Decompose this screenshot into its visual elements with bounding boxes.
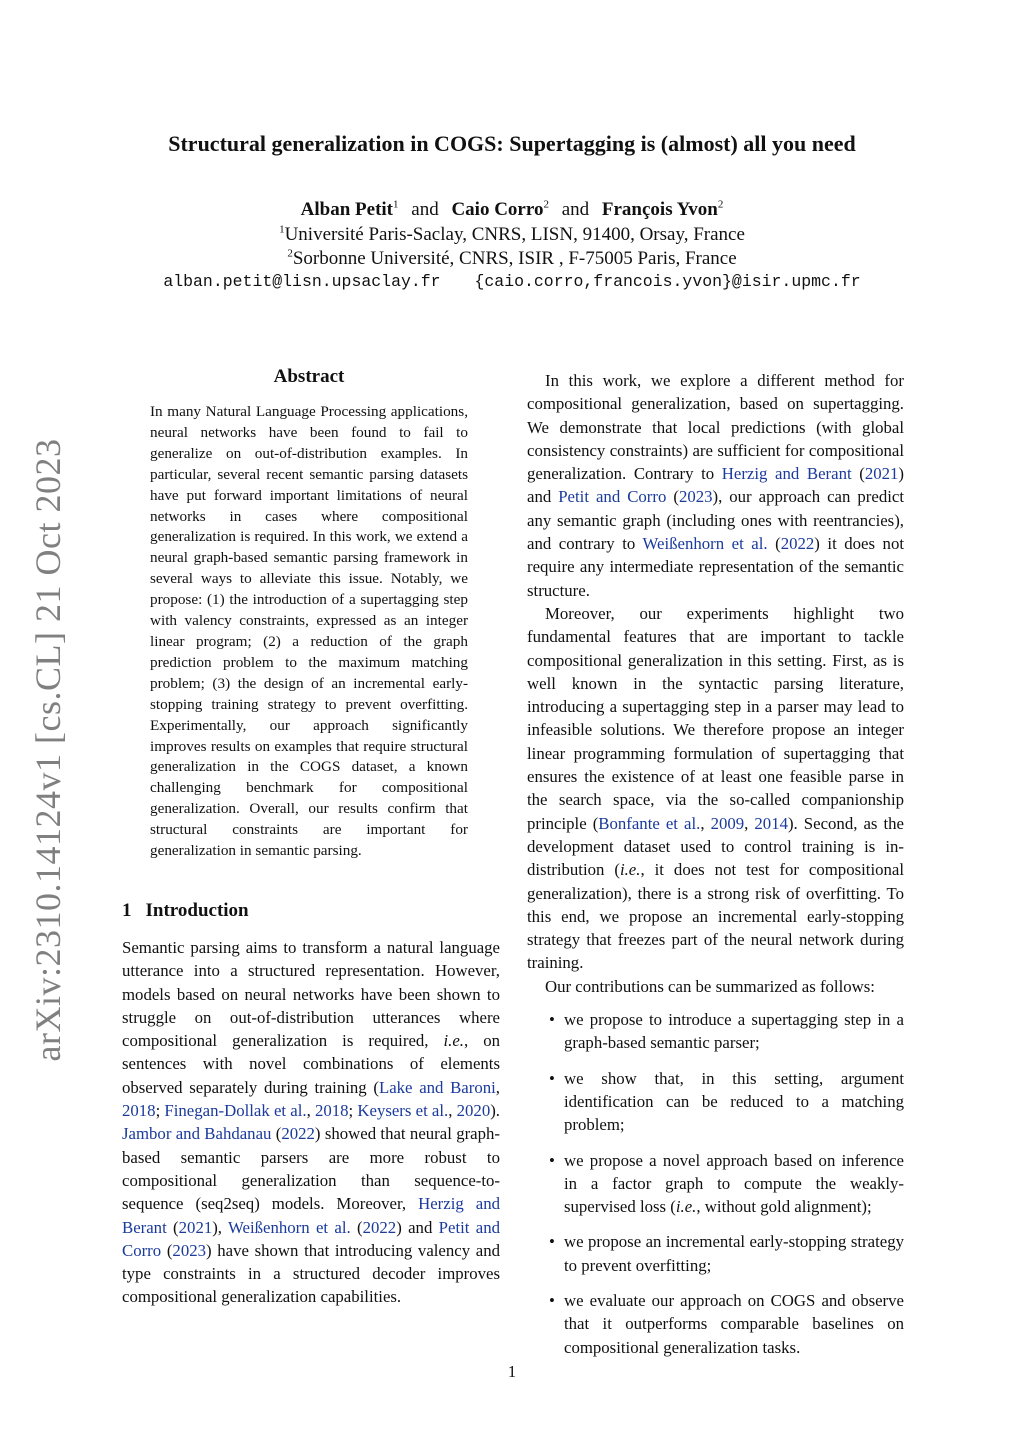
bullet-icon: • (549, 1010, 555, 1030)
citation-link[interactable]: Bonfante et al. (598, 813, 701, 833)
citation-link[interactable]: Herzig and Berant (721, 464, 852, 484)
and-word: and (411, 199, 439, 220)
author-line (0, 199, 1024, 221)
section-title: Introduction (145, 900, 249, 921)
citation-link[interactable]: Lake and Baroni (378, 1077, 496, 1097)
bullet-icon: • (549, 1290, 555, 1310)
citation-link[interactable]: Herzig and Berant (122, 1194, 500, 1237)
citation-link[interactable]: Petit and Corro (122, 1217, 500, 1260)
citation-link[interactable]: Keysers et al. (357, 1101, 449, 1121)
citation-link[interactable]: 2018 (122, 1101, 156, 1121)
section-heading (122, 900, 249, 922)
citation-link[interactable]: Petit and Corro (558, 487, 667, 507)
citation-link[interactable]: 2009 (710, 813, 745, 833)
citation-link[interactable]: 2018 (314, 1101, 349, 1121)
author-affil-mark: 1 (393, 198, 399, 211)
email-line (0, 272, 1024, 291)
affiliation-1: $^1$Université Paris-Saclay, CNRS, LISN, 91400, Orsay, France (279, 223, 745, 245)
citation-link[interactable]: 2023 (678, 487, 713, 507)
email-address[interactable]: alban.petit@lisn.upsaclay.fr (163, 272, 441, 291)
citation-link[interactable]: 2022 (362, 1217, 397, 1237)
email-address[interactable]: {caio.corro,francois.yvon}@isir.upmc.fr (474, 272, 861, 291)
contributions-intro: Our contributions can be summarized as follows: (545, 976, 875, 996)
citation-link[interactable]: 2021 (178, 1217, 213, 1237)
section-number: 1 (122, 900, 132, 921)
citation-link[interactable]: 2022 (780, 534, 815, 554)
paragraph: Moreover, our experiments highlight two fundamental features that are important to tackle compositional generalization in this setting. First, as is well known in the syntactic parsing literature, introducing a supertagging step in a parser may lead to infeasible solutions. We therefore propose an integer linear programming formulation of supertagging that ensures the existence of at least one feasible parse in the search space, via the so-called companionship principle (Bonfante et al., 2009, 2014). Second, as the development dataset used to control training is in-distribution (i.e., it does not test for compositional generalization), there is a strong risk of overfitting. To this end, we propose an incremental early-stopping strategy that freezes part of the neural network during training. (527, 603, 904, 973)
paragraph: In this work, we explore a different method for compositional generalization, based on supertagging. We demonstrate that local predictions (with global consistency constraints) are sufficient for compositional generalization. Contrary to Herzig and Berant (2021) and Petit and Corro (2023), our approach can predict any semantic graph (including ones with reentrancies), and contrary to Weißenhorn et al. (2022) it does not require any intermediate representation of the semantic structure. (527, 371, 904, 600)
list-item: • we propose an incremental early-stopping strategy to prevent overfitting; (549, 1232, 904, 1275)
author-name: Alban Petit (300, 199, 394, 220)
citation-link[interactable]: Weißenhorn et al. (642, 534, 768, 554)
bullet-icon: • (549, 1150, 555, 1170)
arxiv-stamp: arXiv:2310.14124v1 [cs.CL] 21 Oct 2023 (28, 438, 68, 1062)
contributions-list (527, 1008, 904, 1359)
right-column (527, 369, 904, 1371)
and-word: and (561, 199, 590, 220)
abstract-heading: Abstract (273, 366, 345, 387)
list-item: • we propose to introduce a supertagging step in a graph-based semantic parser; (549, 1010, 904, 1053)
author-name: Caio Corro (451, 199, 544, 220)
citation-link[interactable]: 2014 (754, 813, 788, 833)
citation-link[interactable]: Weißenhorn et al. (228, 1217, 351, 1237)
author-name: François Yvon (601, 199, 718, 220)
citation-link[interactable]: 2020 (456, 1101, 491, 1121)
bullet-icon: • (549, 1068, 555, 1088)
list-item: • we show that, in this setting, argument identification can be reduced to a matching problem; (549, 1068, 904, 1135)
author-affil-mark: 2 (717, 198, 724, 211)
author-affil-mark: 2 (543, 198, 549, 211)
list-item: • we propose a novel approach based on inference in a factor graph to compute the weakly-supervised loss (i.e., without gold alignment); (549, 1150, 904, 1217)
paper-title: Structural generalization in COGS: Supertagging is (almost) all you need (168, 131, 856, 156)
intro-paragraph: Semantic parsing aims to transform a natural language utterance into a structured representation. However, models based on neural networks have been shown to struggle on out-of-distribution utterances where compositional generalization is required, i.e., on sentences with novel combinations of elements observed separately during training (Lake and Baroni, 2018; Finegan-Dollak et al., 2018; Keysers et al., 2020). Jambor and Bahdanau (2022) showed that neural graph-based semantic parsers are more robust to compositional generalization than sequence-to-sequence (seq2seq) models. Moreover, Herzig and Berant (2021), Weißenhorn et al. (2022) and Petit and Corro (2023) have shown that introducing valency and type constraints in a structured decoder improves compositional generalization capabilities. (122, 938, 501, 1307)
citation-link[interactable]: 2021 (864, 464, 899, 484)
page-number: 1 (507, 1362, 517, 1381)
citation-link[interactable]: 2022 (281, 1124, 315, 1144)
citation-link[interactable]: Finegan-Dollak et al. (164, 1101, 307, 1121)
citation-link[interactable]: Jambor and Bahdanau (122, 1124, 272, 1144)
bullet-icon: • (549, 1232, 555, 1252)
list-item: • we evaluate our approach on COGS and observe that it outperforms comparable baselines on compositional generalization tasks. (549, 1290, 904, 1357)
citation-link[interactable]: 2023 (172, 1240, 206, 1260)
abstract-text: In many Natural Language Processing applications, neural networks have been found to fail to generalize on out-of-distribution examples. In particular, several recent semantic parsing datasets have put forward important limitations of neural networks in cases where compositional generalization is required. In this work, we extend a neural graph-based semantic parsing framework in several ways to alleviate this issue. Notably, we propose: (1) the introduction of a supertagging step with valency constraints, expressed as an integer linear program; (2) a reduction of the graph prediction problem to the maximum matching problem; (3) the design of an incremental early-stopping training strategy to prevent overfitting. Experimentally, our approach significantly improves results on examples that require structural generalization in the COGS dataset, a known challenging benchmark for compositional generalization. Overall, our results confirm that structural constraints are important for generalization in semantic parsing. (150, 403, 468, 860)
affiliation-2: $^2$Sorbonne Université, CNRS, ISIR , F-75005 Paris, France (287, 247, 737, 269)
